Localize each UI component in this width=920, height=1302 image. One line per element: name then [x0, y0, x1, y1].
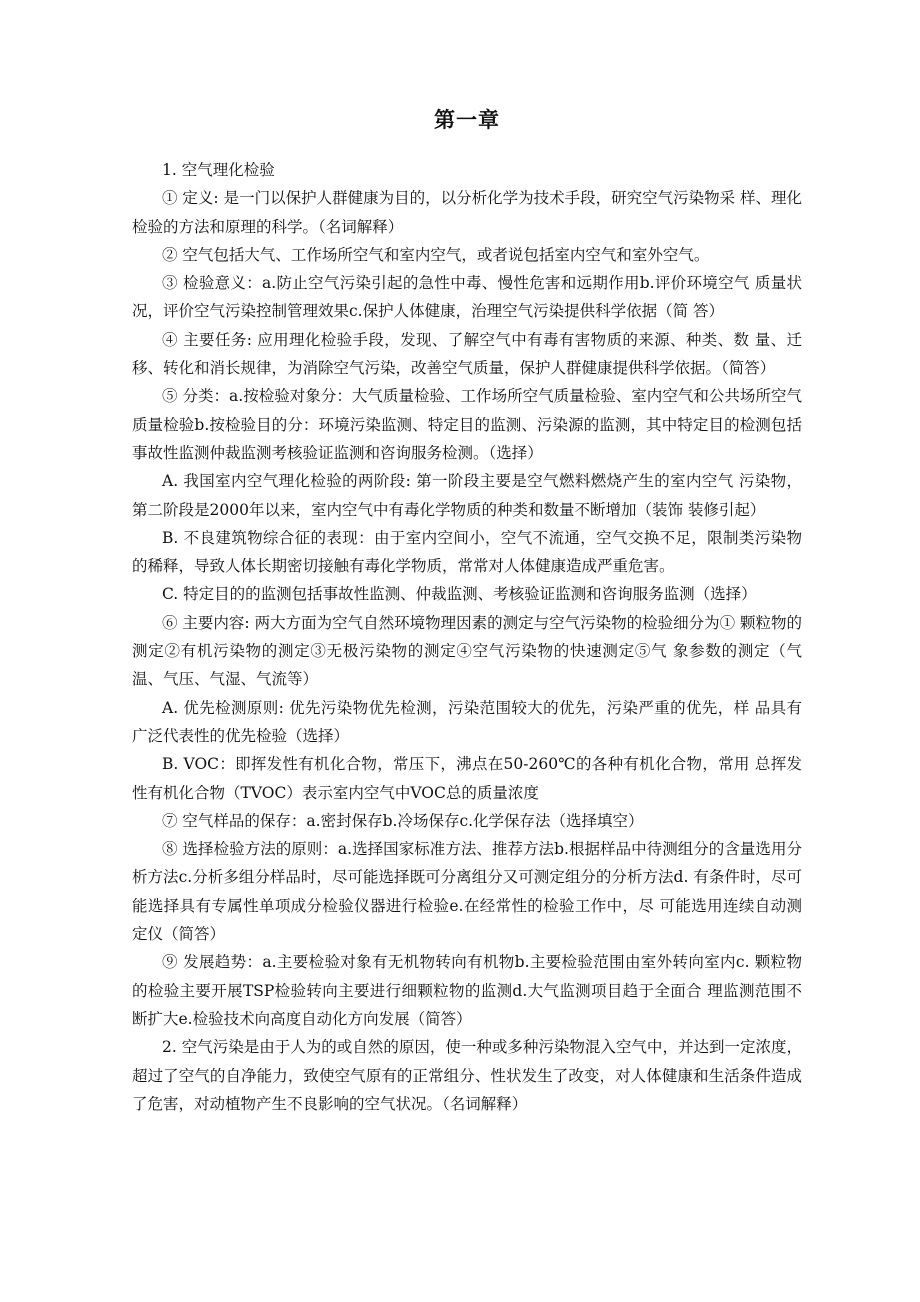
paragraph-priority-principle: A. 优先检测原则: 优先污染物优先检测，污染范围较大的优先，污染严重的优先，样 品具有广泛代表性的优先检验（选择）: [132, 698, 802, 745]
paragraph-specific-monitoring: C. 特定目的的监测包括事故性监测、仲裁监测、考核验证监测和咨询服务监测（选择）: [162, 585, 757, 604]
paragraph-two-stages: A. 我国室内空气理化检验的两阶段: 第一阶段主要是空气燃料燃烧产生的室内空气 污染物，第二阶段是2000年以来，室内空气中有毒化学物质的种类和数量不断增加（装饰 装修引起）: [132, 472, 802, 519]
paragraph-air-pollution: 2. 空气污染是由于人为的或自然的原因，使一种或多种污染物混入空气中，并达到一定浓度，超过了空气的自净能力，致使空气原有的正常组分、性状发生了改变，对人体健康和生活条件造成了危害，对动植物产生不良影响的空气状况。（名词解释）: [132, 1038, 802, 1113]
paragraph-main-content: ⑥ 主要内容: 两大方面为空气自然环境物理因素的测定与空气污染物的检验细分为① 颗粒物的测定②有机污染物的测定③无极污染物的测定④空气污染物的快速测定⑤气 象参数的测定（气温、气压、气湿、气流等）: [132, 613, 803, 689]
paragraph-main-tasks: ④ 主要任务: 应用理化检验手段，发现、了解空气中有毒有害物质的来源、种类、数 量、迁移、转化和消长规律，为消除空气污染，改善空气质量，保护人群健康提供科学依据。（简答）: [132, 330, 802, 378]
chapter-title: 第一章: [434, 107, 500, 132]
paragraph-voc: B. VOC：即挥发性有机化合物，常压下，沸点在50-260℃的各种有机化合物，常用 总挥发性有机化合物（TVOC）表示室内空气中VOC总的质量浓度: [132, 755, 802, 802]
paragraph-classification: ⑤ 分类：a.按检验对象分：大气质量检验、工作场所空气质量检验、室内空气和公共场所空气质量检验b.按检验目的分：环境污染监测、特定目的监测、污染源的监测，其中特定目的检测包括事故性监测仲裁监测考核验证监测和咨询服务检测。（选择）: [132, 387, 802, 462]
paragraph-definition: ① 定义: 是一门以保护人群健康为目的，以分析化学为技术手段，研究空气污染物采 样、理化检验的方法和原理的科学。（名词解释）: [132, 189, 803, 236]
paragraph-method-selection: ⑧ 选择检验方法的原则：a.选择国家标准方法、推荐方法b.根据样品中待测组分的含量选用分析方法c.分析多组分样品时，尽可能选择既可分离组分又可测定组分的分析方法d. 有条件时，尽可能选择具有专属性单项成分检验仪器进行检验e.在经常性的检验工作中，尽 可能选用连续自动测定仪（简答）: [132, 840, 802, 944]
paragraph-sick-building: B. 不良建筑物综合征的表现：由于室内空间小，空气不流通，空气交换不足，限制类污染物的稀释，导致人体长期密切接触有毒化学物质，常常对人体健康造成严重危害。: [132, 528, 802, 576]
paragraph-sample-storage: ⑦ 空气样品的保存：a.密封保存b.冷场保存c.化学保存法（选择填空）: [162, 811, 644, 830]
paragraph-air-types: ② 空气包括大气、工作场所空气和室内空气，或者说包括室内空气和室外空气。: [162, 245, 710, 264]
paragraph-trends: ⑨ 发展趋势：a.主要检验对象有无机物转向有机物b.主要检验范围由室外转向室内c. 颗粒物的检验主要开展TSP检验转向主要进行细颗粒物的监测d.大气监测项目趋于全面合 理监测范围不断扩大e.检验技术向高度自动化方向发展（简答）: [132, 953, 802, 1028]
section-heading-1: 1. 空气理化检验: [162, 161, 275, 179]
paragraph-significance: ③ 检验意义：a.防止空气污染引起的急性中毒、慢性危害和远期作用b.评价环境空气 质量状况，评价空气污染控制管理效果c.保护人体健康，治理空气污染提供科学依据（简 答）: [132, 274, 802, 321]
